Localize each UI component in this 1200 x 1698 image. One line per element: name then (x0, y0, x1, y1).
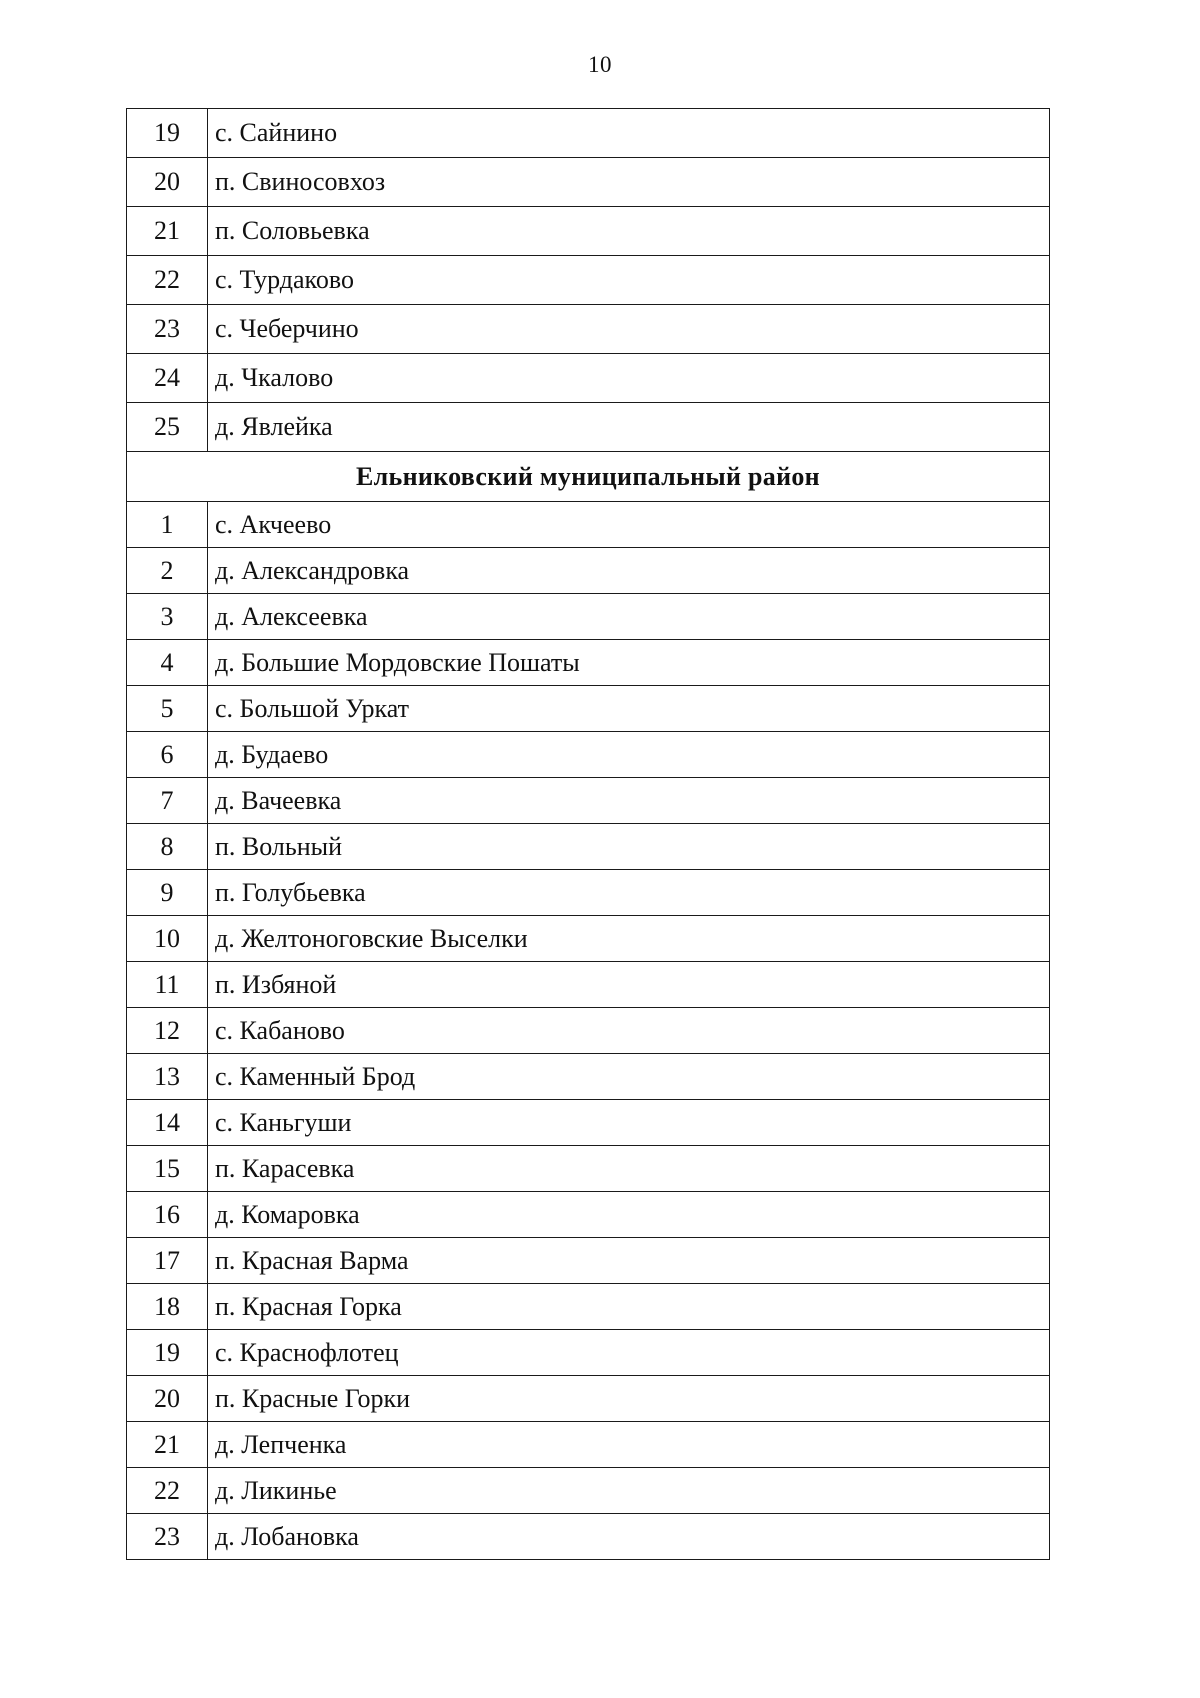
row-number: 2 (127, 548, 208, 594)
table-row (127, 1284, 1050, 1330)
row-number: 18 (127, 1284, 208, 1330)
table-row (127, 1100, 1050, 1146)
row-number: 15 (127, 1146, 208, 1192)
row-number: 23 (127, 1514, 208, 1560)
row-number: 23 (127, 305, 208, 354)
row-number: 19 (127, 1330, 208, 1376)
settlement-name: д. Алексеевка (208, 594, 1050, 640)
table-row (127, 732, 1050, 778)
settlements-table (126, 108, 1050, 1560)
table-row (127, 1146, 1050, 1192)
table-row (127, 1054, 1050, 1100)
settlement-name: п. Голубьевка (208, 870, 1050, 916)
settlement-name: п. Красные Горки (208, 1376, 1050, 1422)
settlement-name: с. Большой Уркат (208, 686, 1050, 732)
settlement-name: д. Будаево (208, 732, 1050, 778)
row-number: 6 (127, 732, 208, 778)
table-row (127, 548, 1050, 594)
row-number: 24 (127, 354, 208, 403)
row-number: 21 (127, 1422, 208, 1468)
table-row (127, 109, 1050, 158)
row-number: 17 (127, 1238, 208, 1284)
table-row (127, 778, 1050, 824)
settlement-name: п. Красная Горка (208, 1284, 1050, 1330)
row-number: 20 (127, 158, 208, 207)
settlement-name: с. Каньгуши (208, 1100, 1050, 1146)
table-row (127, 824, 1050, 870)
table-row (127, 594, 1050, 640)
row-number: 3 (127, 594, 208, 640)
table-row (127, 640, 1050, 686)
settlement-name: с. Кабаново (208, 1008, 1050, 1054)
row-number: 19 (127, 109, 208, 158)
table-row (127, 502, 1050, 548)
section-header-row (127, 452, 1050, 502)
settlement-name: с. Турдаково (208, 256, 1050, 305)
settlement-name: с. Сайнино (208, 109, 1050, 158)
settlement-name: п. Вольный (208, 824, 1050, 870)
row-number: 8 (127, 824, 208, 870)
row-number: 9 (127, 870, 208, 916)
table-row (127, 354, 1050, 403)
row-number: 4 (127, 640, 208, 686)
table-row (127, 403, 1050, 452)
settlement-name: п. Избяной (208, 962, 1050, 1008)
table-row (127, 1238, 1050, 1284)
settlement-name: д. Желтоноговские Выселки (208, 916, 1050, 962)
settlement-name: д. Лепченка (208, 1422, 1050, 1468)
settlement-name: д. Комаровка (208, 1192, 1050, 1238)
row-number: 22 (127, 256, 208, 305)
table-row (127, 256, 1050, 305)
settlement-name: д. Большие Мордовские Пошаты (208, 640, 1050, 686)
table-row (127, 207, 1050, 256)
row-number: 21 (127, 207, 208, 256)
table-row (127, 1468, 1050, 1514)
row-number: 5 (127, 686, 208, 732)
table-row (127, 962, 1050, 1008)
table-row (127, 1008, 1050, 1054)
table-row (127, 686, 1050, 732)
row-number: 12 (127, 1008, 208, 1054)
settlement-name: д. Вачеевка (208, 778, 1050, 824)
settlement-name: п. Карасевка (208, 1146, 1050, 1192)
row-number: 25 (127, 403, 208, 452)
settlement-name: д. Александровка (208, 548, 1050, 594)
page-number: 10 (588, 52, 612, 77)
row-number: 11 (127, 962, 208, 1008)
settlement-name: п. Красная Варма (208, 1238, 1050, 1284)
row-number: 13 (127, 1054, 208, 1100)
row-number: 22 (127, 1468, 208, 1514)
table-row (127, 305, 1050, 354)
row-number: 1 (127, 502, 208, 548)
table-row (127, 1422, 1050, 1468)
settlement-name: п. Свиносовхоз (208, 158, 1050, 207)
settlement-name: с. Чеберчино (208, 305, 1050, 354)
table-row (127, 1192, 1050, 1238)
row-number: 7 (127, 778, 208, 824)
section-title: Ельниковский муниципальный район (127, 452, 1050, 502)
settlement-name: с. Краснофлотец (208, 1330, 1050, 1376)
table-row (127, 158, 1050, 207)
table-row (127, 1376, 1050, 1422)
settlement-name: д. Явлейка (208, 403, 1050, 452)
table-row (127, 916, 1050, 962)
settlement-name: д. Чкалово (208, 354, 1050, 403)
table-row (127, 1330, 1050, 1376)
settlement-name: с. Акчеево (208, 502, 1050, 548)
settlement-name: с. Каменный Брод (208, 1054, 1050, 1100)
settlement-name: п. Соловьевка (208, 207, 1050, 256)
row-number: 14 (127, 1100, 208, 1146)
row-number: 10 (127, 916, 208, 962)
table-row (127, 1514, 1050, 1560)
settlement-name: д. Лобановка (208, 1514, 1050, 1560)
table-row (127, 870, 1050, 916)
row-number: 20 (127, 1376, 208, 1422)
row-number: 16 (127, 1192, 208, 1238)
settlement-name: д. Ликинье (208, 1468, 1050, 1514)
